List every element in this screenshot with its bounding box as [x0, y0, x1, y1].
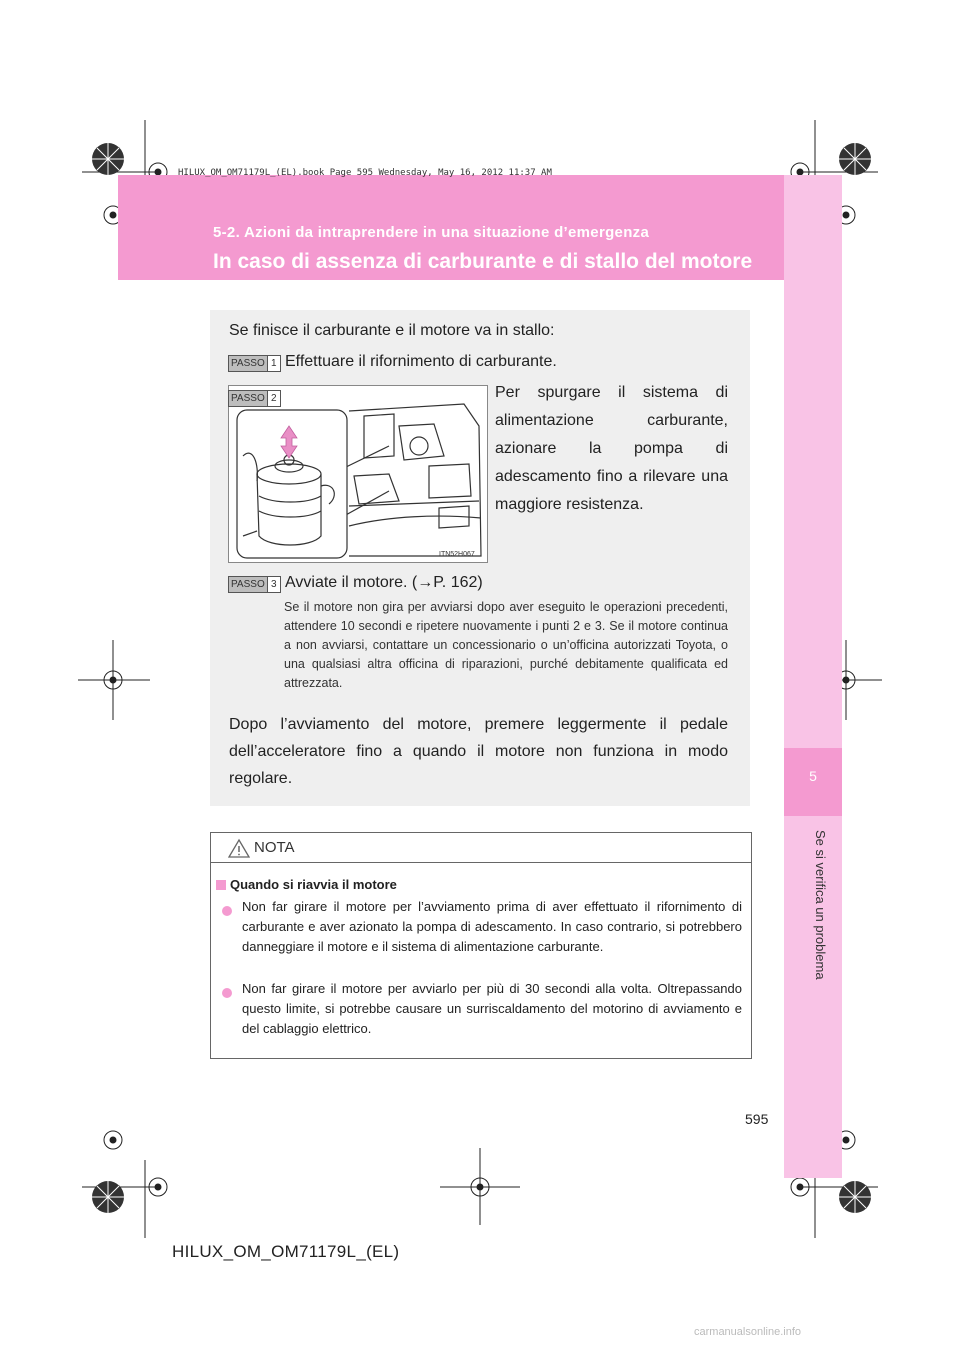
step-badge-label: PASSO: [231, 579, 265, 590]
nota-heading: Quando si riavvia il motore: [230, 877, 397, 892]
chapter-number: 5: [809, 768, 817, 784]
step-3-note: Se il motore non gira per avviarsi dopo aver eseguito le operazioni precedenti, attendere 10 secondi e ripetere nuovamente i punti 2 e 3. Se il motore continua a non avviarsi, contattare un concessionario o un’officina autorizzati Toyota, o una qualsiasi altra officina di riparazioni, purché debitamente qualificata ed attrezzata.: [284, 600, 728, 690]
step-badge-number: 2: [267, 391, 280, 406]
nota-title: NOTA: [254, 839, 295, 856]
step-badge-1: [228, 353, 281, 372]
step-1-text: Effettuare il rifornimento di carburante.: [285, 353, 557, 370]
step-badge-2: [228, 388, 281, 407]
file-stamp: HILUX_OM_OM71179L_(EL).book Page 595 Wednesday, May 16, 2012 11:37 AM: [178, 168, 552, 178]
step-badge-number: 1: [267, 356, 280, 371]
step-badge-label: PASSO: [231, 393, 265, 404]
nota-bullet-1: Non far girare il motore per l’avviamento prima di aver effettuato il rifornimento di carburante e aver azionato la pompa di adescamento. In caso contrario, si potrebbero danneggiare il motore e il sistema di alimentazione carburante.: [242, 899, 742, 954]
step-3-text: Avviate il motore. (→P. 162): [285, 574, 483, 591]
nota-bullet-2: Non far girare il motore per avviarlo per più di 30 secondi alla volta. Oltrepassando questo limite, si potrebbe causare un surriscaldamento del motorino di avviamento e del cablaggio elettrico.: [242, 981, 742, 1036]
step-badge-label: PASSO: [231, 358, 265, 369]
warning-icon: [228, 838, 250, 858]
nota-heading-row: [216, 876, 397, 894]
square-bullet-icon: [216, 880, 226, 890]
section-label: 5-2. Azioni da intraprendere in una situazione d’emergenza: [213, 224, 650, 241]
page-number: 595: [745, 1111, 769, 1127]
circle-bullet-icon: [222, 903, 232, 921]
document-code: HILUX_OM_OM71179L_(EL): [172, 1242, 400, 1261]
closing-instruction: Dopo l’avviamento del motore, premere leggermente il pedale dell’acceleratore fino a quando il motore non funziona in modo regolare.: [229, 716, 728, 787]
step-badge-3: [228, 574, 281, 593]
circle-bullet-icon: [222, 985, 232, 1003]
step-2-text: Per spurgare il sistema di alimentazione carburante, azionare la pompa di adescamento fino a rilevare una maggiore resistenza.: [495, 384, 728, 513]
chapter-title: Se si verifica un problema: [813, 830, 828, 980]
nota-title-bar: [211, 833, 751, 863]
procedure-intro: Se finisce il carburante e il motore va in stallo:: [229, 322, 555, 339]
nota-box: [210, 832, 752, 1059]
figure-code: ITN52H067: [439, 551, 475, 558]
engine-illustration: [228, 385, 488, 563]
page-title: In caso di assenza di carburante e di stallo del motore: [213, 250, 753, 273]
watermark: carmanualsonline.info: [694, 1326, 802, 1338]
priming-pump-illustration: [229, 386, 487, 562]
header-tab-extension: [784, 175, 842, 280]
step-badge-number: 3: [267, 577, 280, 592]
